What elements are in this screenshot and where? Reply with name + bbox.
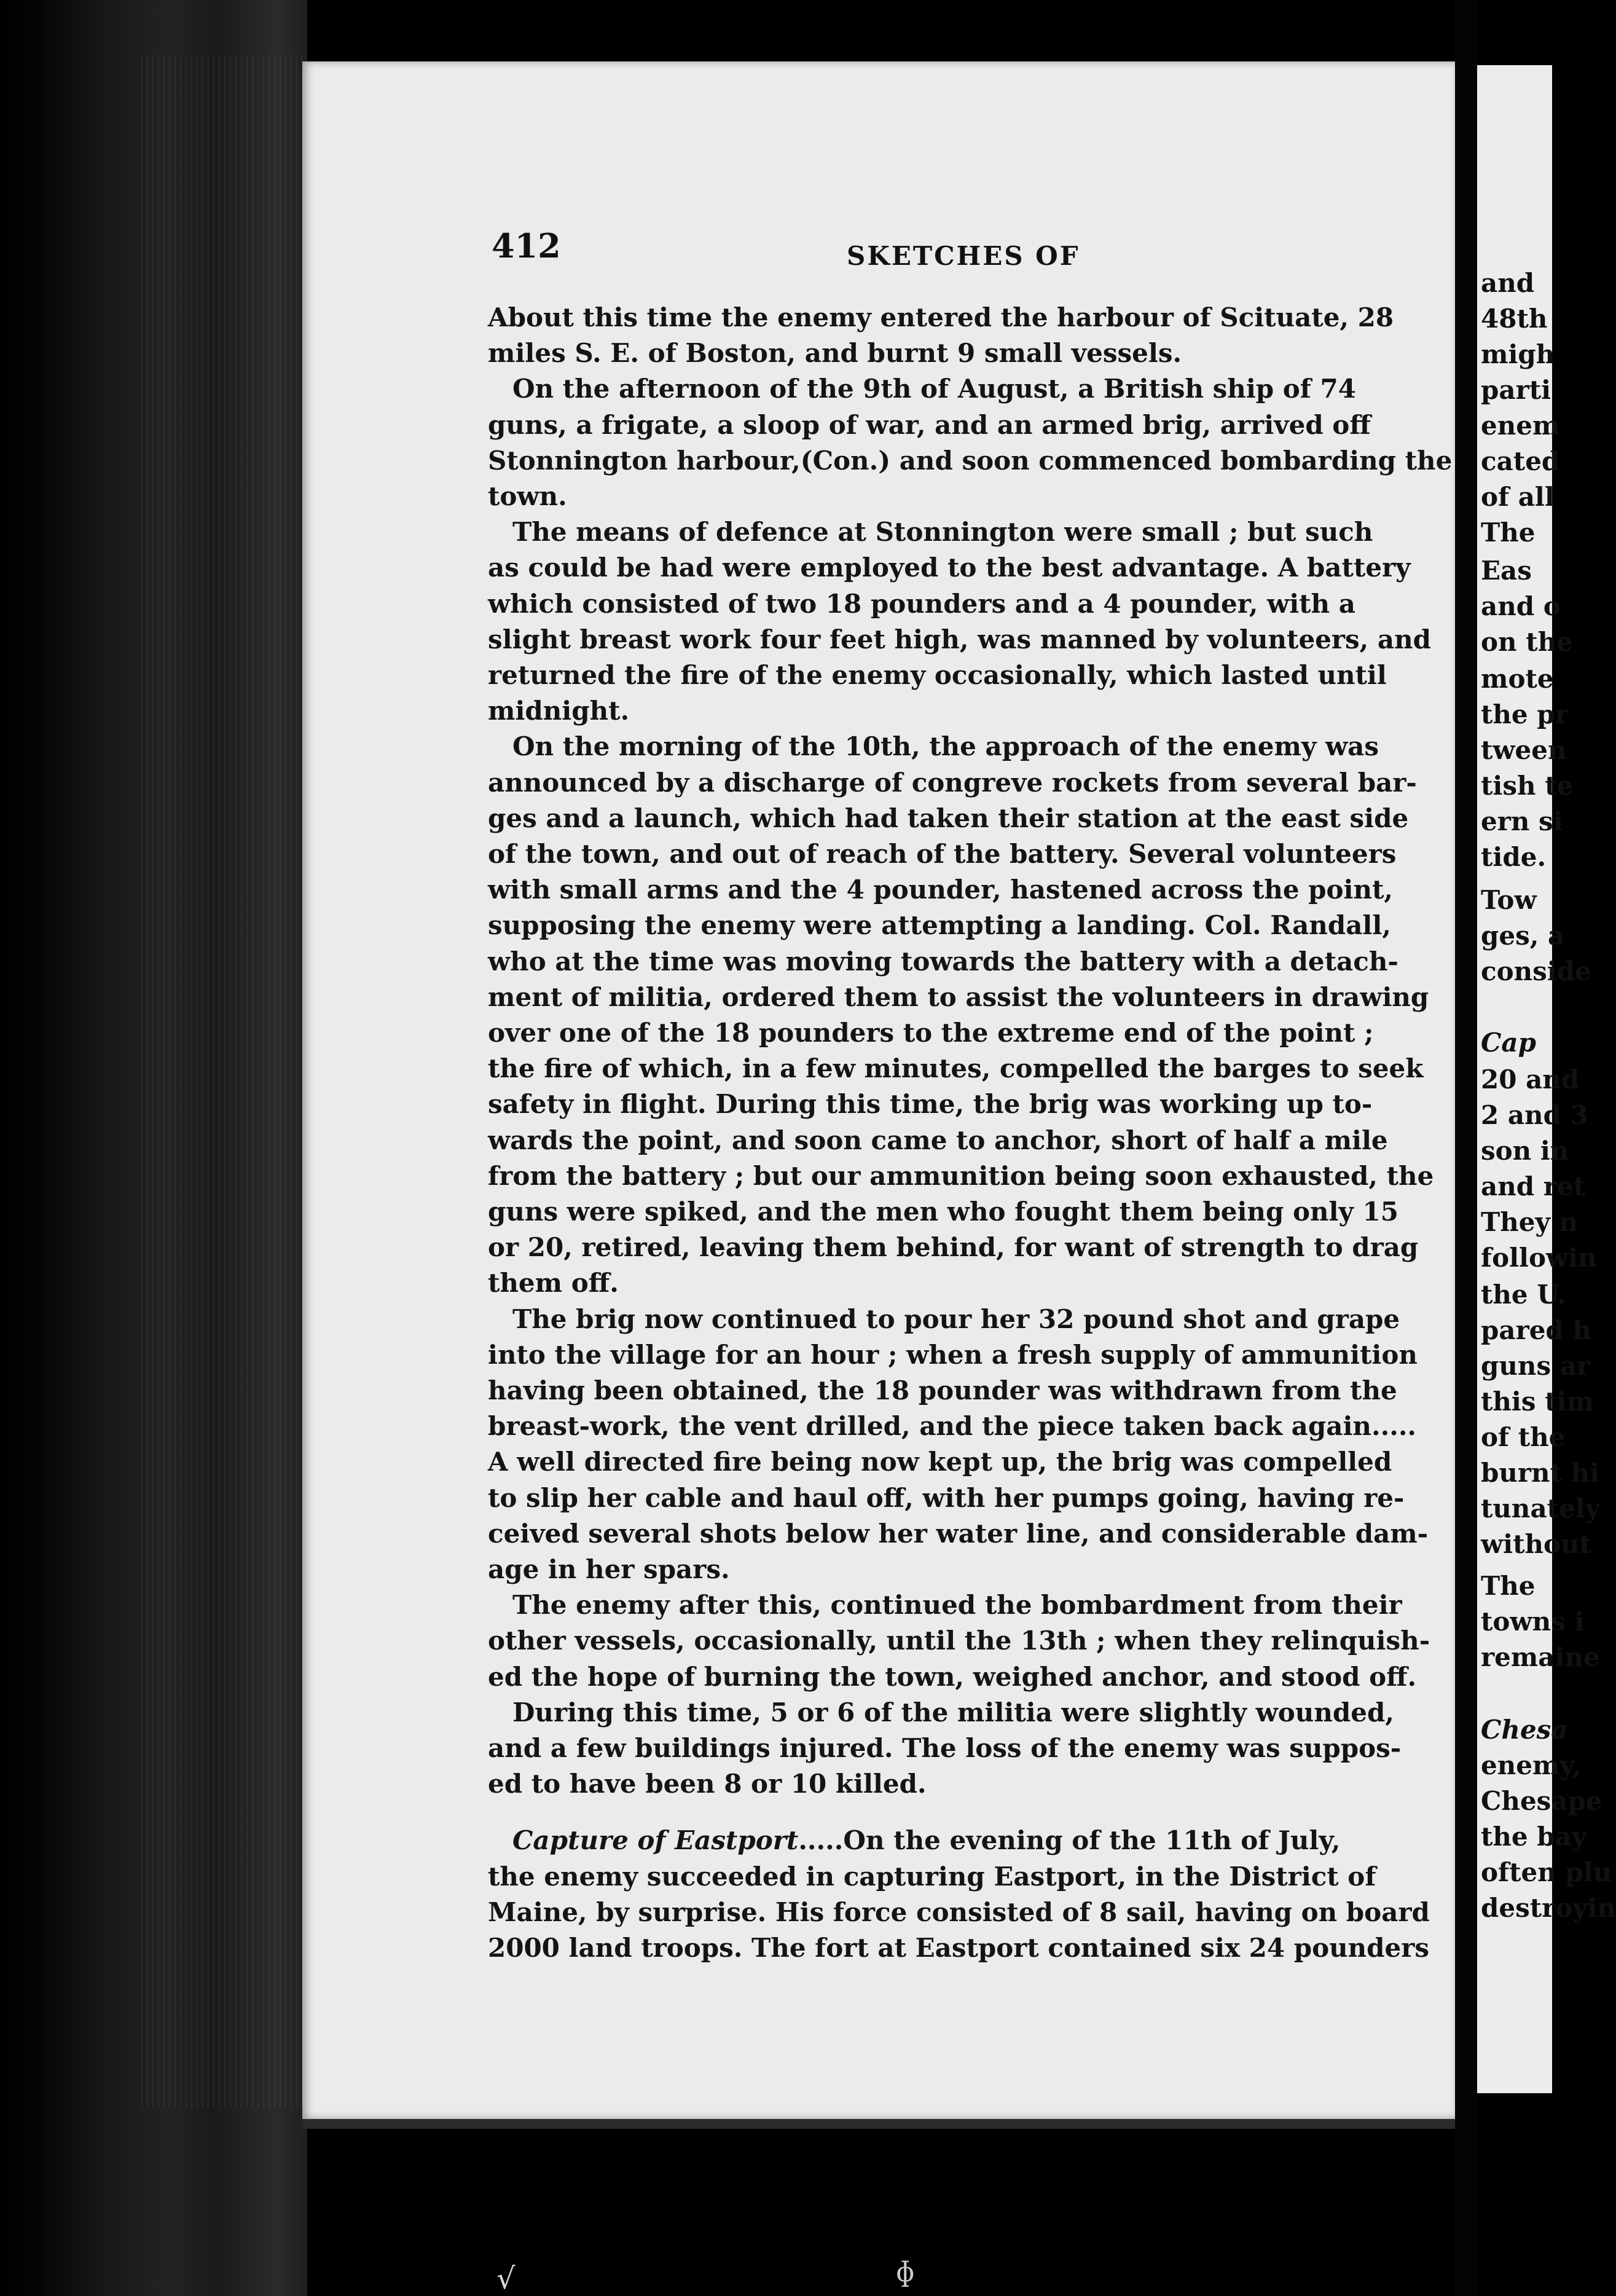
facing-text-line: ges, a [1481,921,1565,951]
text-line: wards the point, and soon came to anchor, short of half a mile [488,1125,1388,1155]
margin-mark: ɸ [896,2257,915,2288]
text-line: of the town, and out of reach of the battery. Several volunteers [488,839,1397,869]
facing-text-line: this tim [1481,1386,1594,1417]
facing-text-line: and [1481,268,1535,298]
page-gutter [1455,0,1477,2296]
facing-text-line: parti [1481,375,1551,405]
text-line: them off. [488,1268,619,1299]
facing-text-line: followin [1481,1243,1597,1273]
facing-text-line: The [1481,1571,1536,1601]
facing-text-line: migh [1481,339,1555,369]
facing-page-fragment [1477,65,1616,2093]
facing-text-line: often plu [1481,1857,1612,1887]
text-line: During this time, 5 or 6 of the militia were slightly wounded, [512,1697,1394,1728]
facing-text-line: ern si [1481,806,1563,836]
facing-text-line: Eas [1481,556,1532,586]
text-line: other vessels, occasionally, until the 13th ; when they relinquish- [488,1626,1430,1656]
facing-text-line: They n [1481,1207,1579,1237]
facing-text-line: tish te [1481,771,1574,801]
text-line: and a few buildings injured. The loss of the enemy was suppos- [488,1733,1402,1763]
text-line: as could be had were employed to the best advantage. A battery [488,552,1411,583]
facing-text-line: tween [1481,735,1567,765]
text-line: 2000 land troops. The fort at Eastport contained six 24 pounders [488,1933,1430,1963]
text-line: On the afternoon of the 9th of August, a British ship of 74 [512,374,1356,404]
facing-text-line: on the [1481,627,1573,657]
text-line: from the battery ; but our ammunition being soon exhausted, the [488,1160,1434,1191]
facing-text-line: without [1481,1529,1591,1559]
text-line: midnight. [488,696,630,726]
facing-text-line: mote [1481,664,1554,694]
text-line: ed the hope of burning the town, weighed anchor, and stood off. [488,1661,1417,1692]
text-line: slight breast work four feet high, was manned by volunteers, and [488,624,1432,655]
facing-text-line: cated [1481,446,1560,476]
text-line: guns, a frigate, a sloop of war, and an armed brig, arrived off [488,409,1371,440]
text-line: age in her spars. [488,1554,730,1584]
text-line: The brig now continued to pour her 32 pound shot and grape [512,1303,1400,1334]
text-line: into the village for an hour ; when a fresh supply of ammunition [488,1339,1418,1370]
text-line: About this time the enemy entered the harbour of Scituate, 28 [488,302,1394,332]
margin-mark: √ [496,2262,516,2296]
facing-text-line: the pr [1481,699,1569,729]
text-line [512,1823,1340,1858]
facing-text-line: Chesa [1481,1715,1568,1745]
text-line: the fire of which, in a few minutes, compelled the barges to seek [488,1053,1424,1084]
text-line: town. [488,481,567,511]
facing-text-line: Cap [1481,1028,1537,1058]
text-line: ges and a launch, which had taken their station at the east side [488,803,1409,833]
text-line: to slip her cable and haul off, with her pumps going, having re- [488,1482,1405,1513]
text-line: who at the time was moving towards the battery with a detach- [488,946,1398,977]
facing-text-line: Chesape [1481,1786,1602,1816]
text-line: miles S. E. of Boston, and burnt 9 small vessels. [488,338,1182,369]
spine-texture [141,55,307,2108]
facing-text-line: conside [1481,956,1591,986]
text-line: ceived several shots below her water line, and considerable dam- [488,1518,1429,1549]
facing-text-line: tunately [1481,1493,1601,1523]
section-caption: Capture of Eastport [512,1825,799,1856]
text-line: A well directed fire being now kept up, the brig was compelled [488,1447,1392,1477]
text-line: The enemy after this, continued the bombardment from their [512,1590,1402,1621]
page-number: 412 [492,226,561,265]
facing-text-line: towns i [1481,1606,1585,1637]
facing-text-line: Tow [1481,885,1537,915]
facing-text-line: 48th [1481,304,1548,334]
text-line: ed to have been 8 or 10 killed. [488,1769,927,1799]
facing-text-line: The [1481,517,1536,548]
facing-text-line: tide. [1481,842,1547,872]
facing-text-line: of all [1481,482,1555,512]
running-head: SKETCHES OF [847,241,1080,271]
facing-text-line: guns ar [1481,1351,1591,1381]
text-line: announced by a discharge of congreve rockets from several bar- [488,767,1417,798]
facing-text-line: the U. [1481,1280,1566,1310]
text-line: Stonnington harbour,(Con.) and soon commenced bombarding the [488,445,1453,476]
text-line: returned the fire of the enemy occasionally, which lasted until [488,660,1387,690]
facing-text-line: remaine [1481,1642,1600,1672]
book-spine [0,0,307,2296]
text-line: guns were spiked, and the men who fought them being only 15 [488,1197,1398,1227]
text-line: with small arms and the 4 pounder, hastened across the point, [488,875,1394,905]
facing-text-line: burnt hi [1481,1458,1600,1488]
text-line: supposing the enemy were attempting a landing. Col. Randall, [488,910,1391,941]
text-line: breast-work, the vent drilled, and the piece taken back again..... [488,1411,1417,1442]
page-bottom-edge [302,2119,1455,2129]
text-line: the enemy succeeded in capturing Eastport, in the District of [488,1861,1376,1892]
facing-text-line: the bay [1481,1822,1587,1852]
facing-text-line: enem [1481,411,1560,441]
text-line: safety in flight. During this time, the brig was working up to- [488,1089,1373,1120]
facing-text-line: enemy, [1481,1750,1582,1780]
text-line: which consisted of two 18 pounders and a 4 pounder, with a [488,588,1355,619]
text-line: or 20, retired, leaving them behind, for want of strength to drag [488,1232,1419,1263]
text-line: over one of the 18 pounders to the extreme end of the point ; [488,1018,1374,1048]
text-line: ment of militia, ordered them to assist the volunteers in drawing [488,981,1429,1012]
text-line: Maine, by surprise. His force consisted of 8 sail, having on board [488,1897,1430,1927]
facing-text-line: and ret [1481,1171,1585,1201]
facing-text-line: destroyin [1481,1893,1616,1923]
facing-text-line: son in [1481,1136,1569,1166]
facing-text-line: 2 and 3 [1481,1100,1588,1130]
text-line: having been obtained, the 18 pounder was withdrawn from the [488,1375,1397,1406]
facing-text-line: of the [1481,1422,1566,1452]
facing-text-line: pared h [1481,1315,1591,1345]
caption-continuation: .....On the evening of the 11th of July, [798,1825,1341,1856]
facing-text-line: and o [1481,591,1561,621]
text-line: The means of defence at Stonnington were small ; but such [512,517,1373,548]
text-line: On the morning of the 10th, the approach of the enemy was [512,731,1379,762]
facing-text-line: 20 and [1481,1064,1580,1095]
